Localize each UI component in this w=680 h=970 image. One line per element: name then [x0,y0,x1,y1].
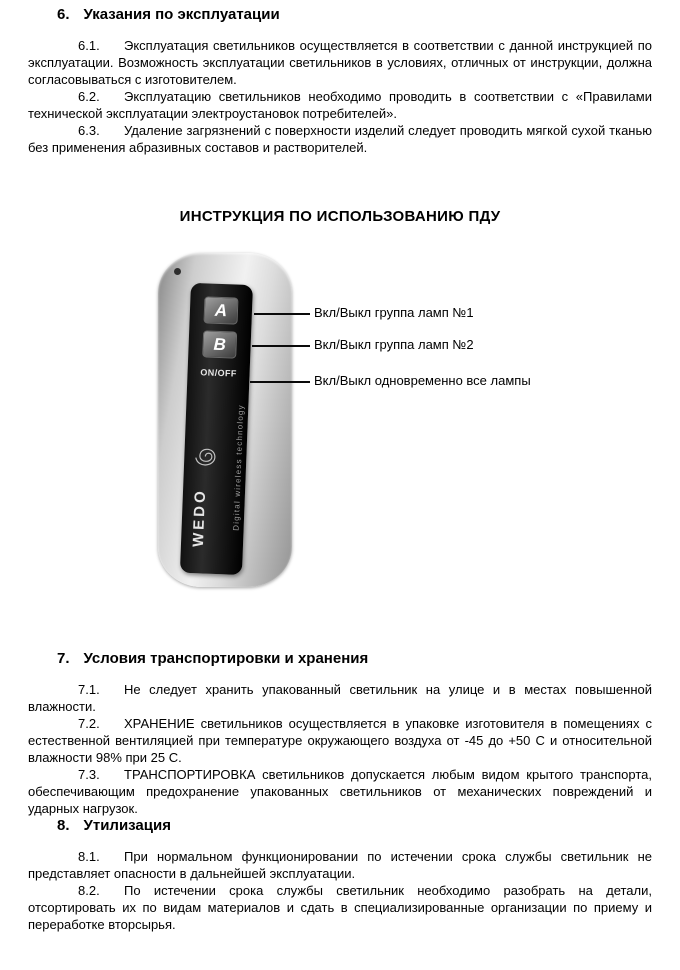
paragraph-number: 8.2. [78,883,100,898]
section-6-number: 6. [57,6,70,23]
section-8-heading [28,817,652,834]
remote-button-b: B [202,330,237,358]
paragraph-6-2 [28,88,652,122]
remote-side-text: Digital wireless technology [231,403,246,531]
section-7-heading [28,650,652,667]
paragraph-text: Удаление загрязнений с поверхности изделий следует проводить мягкой сухой тканью без применения абразивных составов и растворителей. [28,123,652,155]
remote-button-panel [180,283,253,575]
section-6-heading [28,6,652,23]
callout-label-group2: Вкл/Выкл группа ламп №2 [314,337,474,352]
section-7-number: 7. [57,650,70,667]
remote-brand-text: WEDO [189,488,210,548]
section-6-title: Указания по эксплуатации [83,6,280,23]
remote-control-image [158,253,292,587]
paragraph-8-1 [28,848,652,882]
remote-button-a: A [203,296,238,324]
callout-line-2 [252,345,310,347]
paragraph-text: Эксплуатацию светильников необходимо проводить в соответствии с «Правилами технической эксплуатации электроустановок потребителей». [28,89,652,121]
remote-onoff-label: ON/OFF [200,367,237,379]
paragraph-6-1 [28,37,652,88]
paragraph-number: 7.3. [78,767,100,782]
paragraph-8-2 [28,882,652,933]
paragraph-number: 8.1. [78,849,100,864]
paragraph-text: При нормальном функционировании по истечении срока службы светильник не представляет опасности в дальнейшей эксплуатации. [28,849,652,881]
paragraph-text: ТРАНСПОРТИРОВКА светильников допускается любым видом крытого транспорта, обеспечивающим предохранение упакованных светильников от механических повреждений и ударных нагрузок. [28,767,652,816]
callout-label-group1: Вкл/Выкл группа ламп №1 [314,305,474,320]
section-8-title: Утилизация [83,817,171,834]
paragraph-text: По истечении срока службы светильник необходимо разобрать на детали, отсортировать их по видам материалов и сдать в специализированные организации по приему и переработке вторсырья. [28,883,652,932]
section-7-title: Условия транспортировки и хранения [83,650,369,667]
brand-swirl-icon [191,440,220,478]
callout-line-1 [254,313,310,315]
callout-line-3 [250,381,310,383]
paragraph-number: 7.1. [78,682,100,697]
paragraph-7-1 [28,681,652,715]
section-8-number: 8. [57,817,70,834]
paragraph-number: 7.2. [78,716,100,731]
remote-led-dot [174,268,181,275]
paragraph-text: ХРАНЕНИЕ светильников осуществляется в упаковке изготовителя в помещениях с естественной вентиляцией при температуре окружающего воздуха от -45 до +50 С и относительной влажности 98% при 25 С. [28,716,652,765]
paragraph-7-3 [28,766,652,817]
paragraph-number: 6.2. [78,89,100,104]
paragraph-text: Не следует хранить упакованный светильник на улице и в местах повышенной влажности. [28,682,652,714]
remote-figure [28,225,652,650]
paragraph-7-2 [28,715,652,766]
paragraph-6-3 [28,122,652,156]
paragraph-number: 6.3. [78,123,100,138]
callout-label-all-lamps: Вкл/Выкл одновременно все лампы [314,373,531,388]
paragraph-text: Эксплуатация светильников осуществляется в соответствии с данной инструкцией по эксплуатации. Возможность эксплуатации светильников в условиях, отличных от инструкции, должна согласовываться с изготовителем. [28,38,652,87]
figure-heading: ИНСТРУКЦИЯ ПО ИСПОЛЬЗОВАНИЮ ПДУ [179,208,501,225]
paragraph-number: 6.1. [78,38,100,53]
